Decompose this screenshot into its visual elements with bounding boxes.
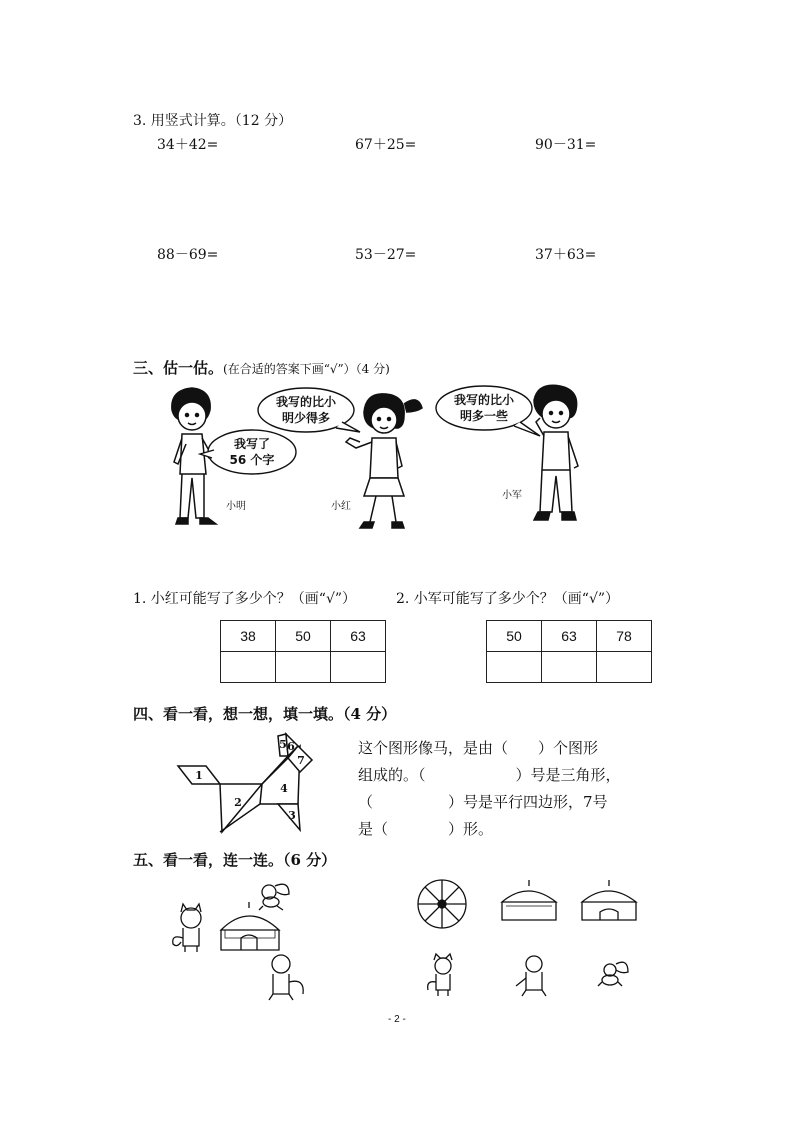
problem-3: 90－31= [535, 137, 597, 153]
problem-5: 53－27= [355, 247, 417, 263]
table2-option-50: 50 [487, 621, 542, 652]
bubble-xiaojun-line1: 我写的比小 [453, 393, 515, 407]
monkey-icon [516, 956, 546, 996]
table1-option-38: 38 [221, 621, 276, 652]
bubble-xiaojun [436, 386, 540, 436]
estimate-question-1: 1. 小红可能写了多少个？（画“√”） [133, 591, 357, 607]
table1-check-cell[interactable] [331, 652, 386, 683]
xiaojun-figure [534, 385, 578, 520]
section4-line-1: 这个图形像马，是由（ ）个图形 [358, 739, 599, 757]
bubble-xiaoming-line1: 我写了 [233, 437, 271, 451]
tangram-label-5: 5 [279, 738, 287, 751]
tangram-label-1: 1 [195, 769, 203, 782]
left-scene-illustration [165, 878, 325, 1008]
section5-heading: 五、看一看，连一连。（6 分） [133, 851, 337, 869]
bubble-xiaohong-line1: 我写的比小 [275, 395, 337, 409]
table1-option-50: 50 [276, 621, 331, 652]
section3-heading: 3. 用竖式计算。（12 分） [133, 113, 293, 129]
bubble-xiaoming [200, 430, 296, 474]
estimate-heading: 三、估一估。 [133, 359, 224, 377]
estimate-heading-line [133, 357, 390, 378]
name-xiaohong: 小红 [331, 501, 351, 512]
xiaohong-figure [346, 394, 422, 528]
tangram-label-3: 3 [288, 809, 296, 822]
section4-line-4: 是（ ）形。 [358, 820, 494, 838]
name-xiaoming: 小明 [226, 501, 246, 512]
estimate-instruction: (在合适的答案下画“√”） [223, 362, 356, 376]
bubble-xiaohong-line2: 明少得多 [281, 411, 331, 425]
tangram-label-7: 7 [297, 754, 305, 767]
problem-6: 37＋63= [535, 247, 597, 263]
answer-table-2 [486, 620, 652, 683]
section4-heading: 四、看一看，想一想，填一填。（4 分） [133, 705, 397, 723]
name-xiaojun: 小军 [502, 490, 522, 501]
table2-check-cell[interactable] [597, 652, 652, 683]
problem-4: 88－69= [157, 247, 219, 263]
section4-line-3: （ ）号是平行四边形，7号 [358, 793, 608, 811]
table2-check-cell[interactable] [542, 652, 597, 683]
answer-table-1 [220, 620, 386, 683]
monkey-icon [269, 955, 303, 1000]
ferris-wheel-icon [418, 880, 466, 928]
tent-icon [582, 880, 636, 920]
cat-icon [173, 904, 201, 952]
tangram-horse [170, 728, 340, 838]
problem-1: 34＋42= [157, 137, 219, 153]
table1-option-63: 63 [331, 621, 386, 652]
bubble-xiaoming-line2: 56 个字 [229, 453, 275, 467]
section4-line-2: 组成的。（ ）号是三角形， [358, 766, 621, 784]
tangram-label-6: 6 [287, 740, 295, 753]
tangram-label-4: 4 [280, 782, 288, 795]
problem-2: 67＋25= [355, 137, 417, 153]
tent-icon [502, 880, 556, 920]
page-number: - 2 - [388, 1014, 406, 1025]
table1-check-cell[interactable] [276, 652, 331, 683]
tangram-label-2: 2 [234, 796, 242, 809]
estimate-score: （4 分) [355, 362, 390, 376]
squirrel-icon [598, 962, 628, 986]
estimate-question-2: 2. 小军可能写了多少个？（画“√”） [396, 591, 620, 607]
bubble-xiaohong [258, 388, 360, 432]
bubble-xiaojun-line2: 明多一些 [459, 409, 509, 423]
table2-option-78: 78 [597, 621, 652, 652]
right-bottom-row [420, 950, 640, 1002]
children-illustration [160, 382, 600, 542]
table2-option-63: 63 [542, 621, 597, 652]
table2-check-cell[interactable] [487, 652, 542, 683]
right-top-row [410, 876, 650, 936]
table1-check-cell[interactable] [221, 652, 276, 683]
tent-icon [221, 902, 279, 950]
cat-icon [428, 954, 452, 996]
squirrel-icon [259, 884, 289, 910]
